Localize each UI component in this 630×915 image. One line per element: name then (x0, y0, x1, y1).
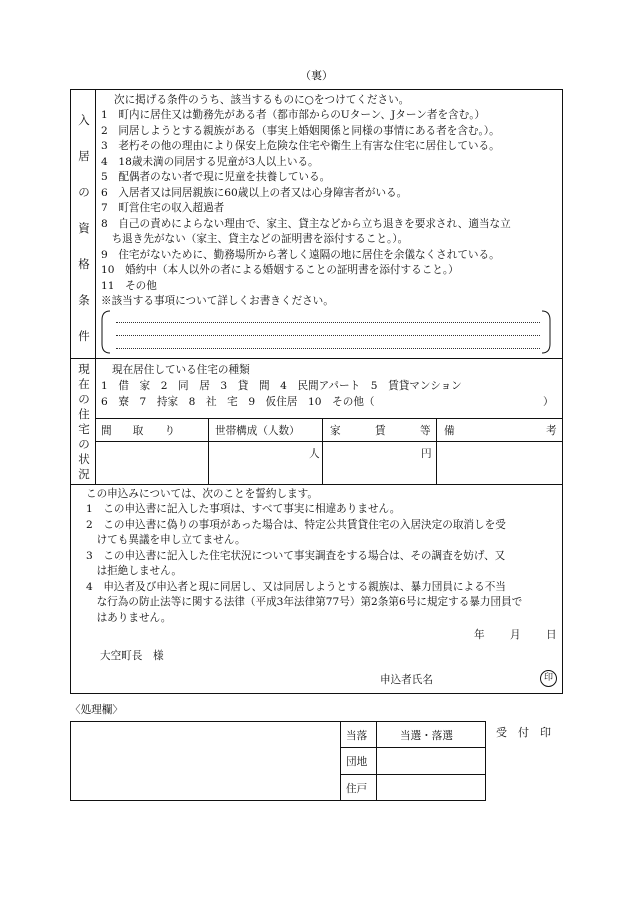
seal-icon: 印 (540, 670, 557, 687)
unit-label: 住戸 (346, 783, 368, 795)
unit-yen: 円 (421, 448, 432, 460)
side-char: 状 (78, 452, 90, 466)
pledge-item: 3 この申込書に記入した住宅状況について事実調査をする場合は、その調査を妨げ、又 (86, 550, 506, 562)
result-value[interactable]: 当選・落選 (400, 730, 453, 742)
pledge-intro: この申込みについては、次のことを誓約します。 (86, 488, 319, 500)
qualification-item[interactable]: 10 婚約中（本人以外の者による婚姻することの証明書を添付すること。） (101, 264, 459, 276)
qualification-item[interactable]: 3 老朽その他の理由により保安上危険な住宅や衛生上有害な住宅に居住している。 (101, 140, 500, 152)
qualification-item[interactable]: 11 その他 (101, 280, 157, 292)
side-char: 入 (78, 113, 90, 127)
processing-memo-area[interactable] (71, 722, 339, 800)
unit-people: 人 (309, 448, 320, 460)
pledge-item: はありません。 (86, 612, 172, 624)
pledge-item: けても異議を申し立てません。 (86, 534, 246, 546)
processing-label: 〈処理欄〉 (70, 704, 123, 716)
side-char: の (78, 185, 90, 199)
housing-types-row2[interactable]: 6 寮 7 持家 8 社 宅 9 仮住居 10 その他（ (101, 396, 375, 408)
housing-table-top (95, 418, 563, 419)
rooms-field[interactable] (96, 442, 208, 484)
unit-field[interactable] (377, 775, 485, 800)
side-char: 住 (78, 407, 90, 421)
complex-field[interactable] (377, 748, 485, 773)
col-household-header: 世帯構成（人数） (215, 425, 300, 437)
pledge-item: 2 この申込書に偽りの事項があった場合は、特定公共賃貸住宅の入居決定の取消しを受 (86, 519, 506, 531)
qualification-item[interactable]: 7 町営住宅の収入超過者 (101, 202, 225, 214)
pledge-item: は拒絶しません。 (86, 565, 182, 577)
housing-other-close: ） (543, 396, 554, 408)
left-bracket (102, 311, 110, 353)
side-char: 格 (78, 257, 90, 271)
applicant-name-label: 申込者氏名 (380, 674, 433, 686)
page-label: （裏） (300, 69, 333, 82)
receipt-stamp-label: 受 付 印 (496, 726, 551, 739)
qualification-item[interactable]: 8 自己の責めによらない理由で、家主、貸主などから立ち退きを要求され、適当な立 (101, 218, 511, 230)
pledge-item: 4 申込者及び申込者と現に同居し、又は同居しようとする親族は、暴力団員による不当 (86, 581, 506, 593)
side-char: の (78, 437, 90, 451)
col-rent-header: 家 (330, 425, 341, 437)
side-char: 居 (78, 149, 90, 163)
section-divider-housing (70, 484, 563, 485)
right-bracket (542, 311, 550, 353)
qualification-item[interactable]: 4 18歳未満の同居する児童が3人以上いる。 (101, 156, 319, 168)
date-month[interactable]: 月 (510, 629, 521, 641)
complex-label: 団地 (346, 756, 368, 768)
qualification-item-cont: ち退き先がない（家主、貸主などの証明書を添付すること。）。 (101, 233, 409, 245)
pledge-item: な行為の防止法等に関する法律（平成3年法律第77号）第2条第6号に規定する暴力団員で (86, 596, 523, 608)
col-remarks-header: 備 (444, 425, 455, 437)
side-char: 件 (78, 329, 90, 343)
side-char: 条 (78, 293, 90, 307)
side-char: 宅 (78, 422, 90, 436)
side-char: 況 (78, 467, 90, 481)
side-char: 現 (78, 362, 90, 376)
addressee: 大空町長 様 (100, 650, 164, 662)
household-field[interactable] (209, 442, 322, 484)
rent-field[interactable] (323, 442, 436, 484)
qualification-item[interactable]: 1 町内に居住又は勤務先がある者（都市部からのUターン、Jターン者を含む。） (101, 109, 486, 121)
date-year[interactable]: 年 (474, 629, 485, 641)
applicant-name-field[interactable] (440, 668, 532, 686)
side-column-divider (95, 89, 96, 484)
qualification-item[interactable]: 5 配偶者のない者で現に児童を扶養している。 (101, 171, 331, 183)
date-day[interactable]: 日 (546, 629, 557, 641)
col-rooms-header: 間 取 り (101, 425, 176, 437)
side-char: の (78, 392, 90, 406)
side-char: 資 (78, 221, 90, 235)
qualification-item[interactable]: 9 住宅がないために、勤務場所から著しく遠隔の地に居住を余儀なくされている。 (101, 249, 500, 261)
qualification-item[interactable]: 2 同居しようとする親族がある（事実上婚姻関係と同様の事情にある者を含む。）。 (101, 125, 500, 137)
remarks-field[interactable] (437, 442, 562, 484)
side-char: 在 (78, 377, 90, 391)
result-label: 当落 (346, 730, 368, 742)
qualification-item[interactable]: 6 入居者又は同居親族に60歳以上の者又は心身障害者がいる。 (101, 187, 408, 199)
housing-types-row1[interactable]: 1 借 家 2 同 居 3 貸 間 4 民間アパート 5 賃貸マンション (101, 380, 462, 392)
housing-heading: 現在居住している住宅の種類 (112, 364, 250, 376)
pledge-item: 1 この申込書に記入した事項は、すべて事実に相違ありません。 (86, 503, 401, 515)
qualification-note: ※該当する事項について詳しくお書きください。 (101, 295, 334, 307)
qualification-intro: 次に掲げる条件のうち、該当するものに○をつけてください。 (114, 94, 410, 106)
section-divider-qualification (70, 358, 563, 359)
